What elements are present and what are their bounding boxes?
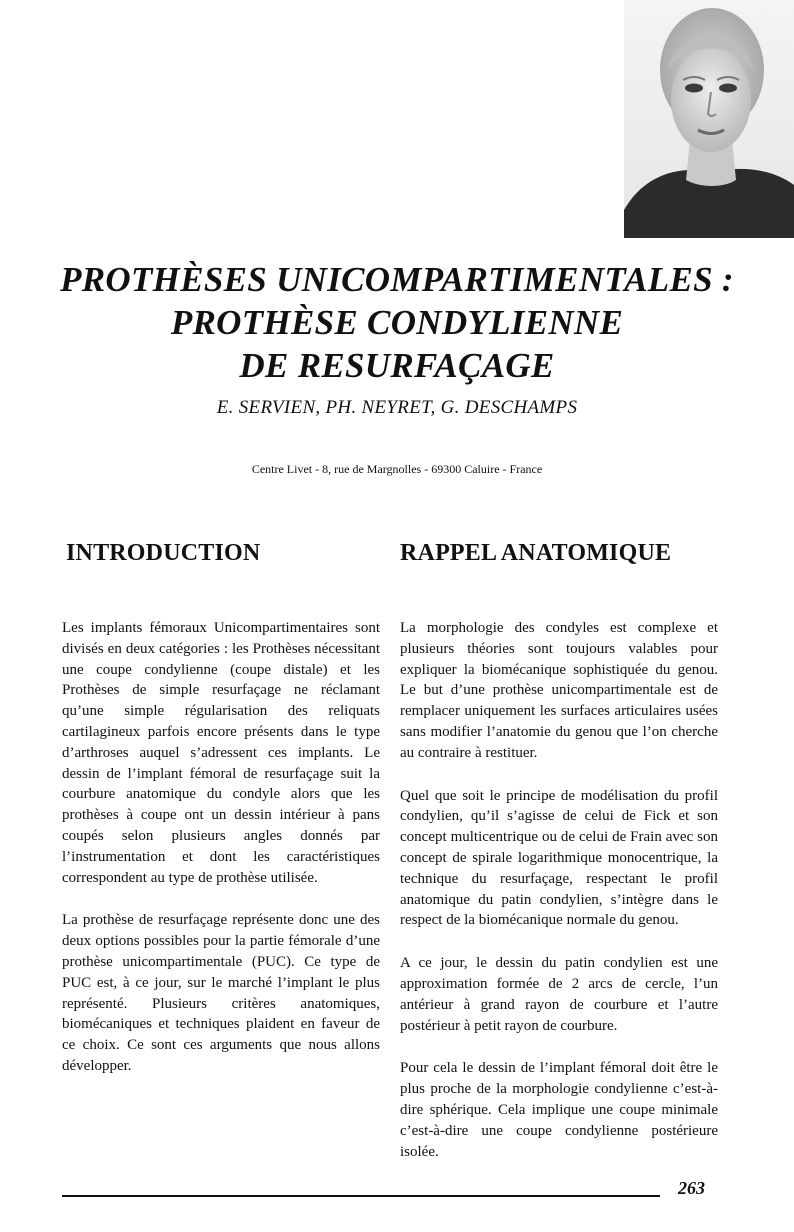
title-line-1: PROTHÈSES UNICOMPARTIMENTALES : xyxy=(60,260,734,299)
title-line-2: PROTHÈSE CONDYLIENNE xyxy=(170,303,624,342)
footer-rule xyxy=(62,1195,660,1197)
paragraph: Les implants fémoraux Unicompartimentaires sont divisés en deux catégories : les Prothèses nécessitant une coupe condylienne (coupe distale) et les Prothèses de simple resurfaçage ne réclamant qu’une simple régularisation des reliquats cartilagineux parfois encore présents dans le type d’arthroses auquel s’adressent ces implants. Le dessin de l’implant fémoral de resurfaçage suit la courbure anatomique du condyle alors que les prothèses à coupe ont un dessin intérieur à pans coupés selon plusieurs angles donnés par l’instrumentation et dont les caractéristiques correspondent au type de prothèse utilisée. xyxy=(62,620,380,886)
section-heading: INTRODUCTION xyxy=(66,540,261,566)
author-list: E. SERVIEN, PH. NEYRET, G. DESCHAMPS xyxy=(216,397,578,418)
section-heading: RAPPEL ANATOMIQUE xyxy=(400,540,672,566)
affiliation: Centre Livet - 8, rue de Margnolles - 69300 Caluire - France xyxy=(251,462,543,476)
paragraph: Pour cela le dessin de l’implant fémoral doit être le plus proche de la morphologie condylienne c’est-à-dire sphérique. Cela implique une coupe minimale c’est-à-dire une coupe condylienne postérieure isolée. xyxy=(400,1060,718,1160)
page-number: 263 xyxy=(678,1178,705,1198)
author-portrait-image xyxy=(624,0,794,238)
title-line-3: DE RESURFAÇAGE xyxy=(239,346,555,385)
paragraph: La prothèse de resurfaçage représente donc une des deux options possibles pour la partie fémorale d’une prothèse unicompartimentale (PUC). Ce type de PUC est, à ce jour, sur le marché l’implant le plus représenté. Plusieurs critères anatomiques, biomécaniques et techniques plaident en faveur de ce choix. Ce sont ces arguments que nous allons développer. xyxy=(62,912,380,1074)
paragraph: A ce jour, le dessin du patin condylien est une approximation formée de 2 arcs de cercle, l’un antérieur à grand rayon de courbure et l’autre postérieur à petit rayon de courbure. xyxy=(400,955,718,1034)
section-introduction xyxy=(62,536,380,1099)
author-photo xyxy=(624,0,794,238)
article-title xyxy=(0,258,794,387)
section-rappel-anatomique xyxy=(400,536,718,1184)
paragraph: La morphologie des condyles est complexe et plusieurs théories sont toujours valables pour expliquer la biomécanique sophistiquée du genou. Le but d’une prothèse unicompartimentale est de remplacer uniquement les surfaces articulaires usées sans modifier l’anatomie du genou que l’on cherche au contraire à restituer. xyxy=(400,620,718,761)
paragraph: Quel que soit le principe de modélisation du profil condylien, qu’il s’agisse de celui de Fick et son concept multicentrique ou de celui de Frain avec son concept de spirale logarithmique monocentrique, la technique du resurfaçage, respectant le profil anatomique du patin condylien, s’intègre dans le respect de la biomécanique normale du genou. xyxy=(400,787,718,929)
